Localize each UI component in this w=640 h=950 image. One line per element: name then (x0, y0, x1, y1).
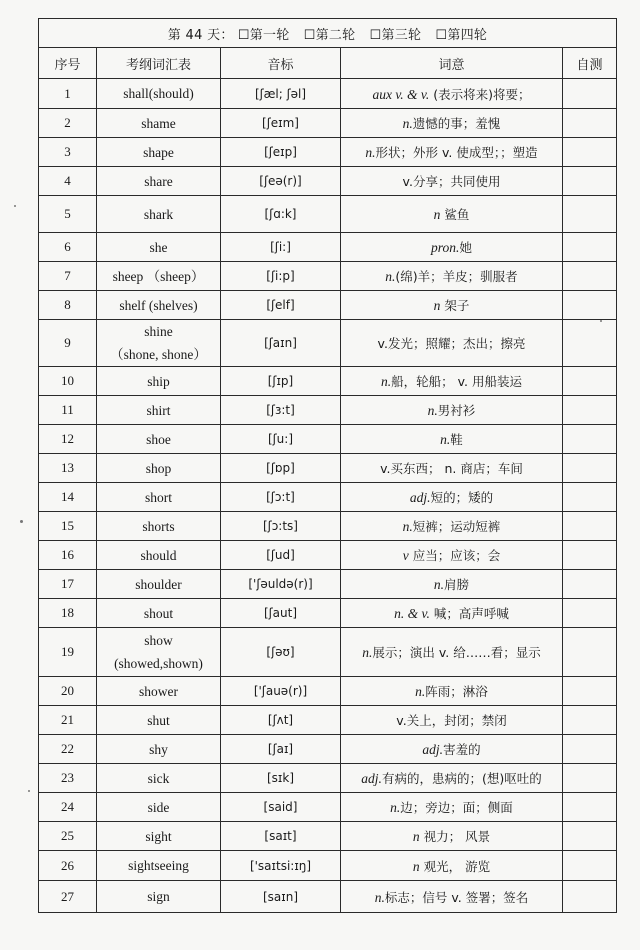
phonetic-cell: [saɪn] (221, 881, 341, 913)
phonetic-cell: [ʃaut] (221, 599, 341, 628)
row-number: 12 (39, 425, 97, 454)
row-number: 23 (39, 764, 97, 793)
self-test-cell[interactable] (563, 367, 617, 396)
self-test-cell[interactable] (563, 677, 617, 706)
phonetic-cell: [ʃɑ:k] (221, 196, 341, 233)
meaning-cell (341, 628, 563, 677)
row-number: 20 (39, 677, 97, 706)
meaning-cell (341, 196, 563, 233)
meaning-cell (341, 425, 563, 454)
meaning-cell (341, 233, 563, 262)
table-row (39, 512, 617, 541)
self-test-cell[interactable] (563, 320, 617, 367)
part-of-speech: n. (415, 684, 426, 699)
meaning-cell (341, 262, 563, 291)
meaning-text: v.关上，封闭；禁闭 (396, 713, 507, 728)
meaning-cell (341, 454, 563, 483)
word-cell (97, 262, 221, 291)
row-number: 26 (39, 851, 97, 881)
word-text: side (147, 799, 170, 815)
meaning-cell (341, 735, 563, 764)
self-test-cell[interactable] (563, 396, 617, 425)
part-of-speech: n (412, 858, 420, 874)
table-row (39, 79, 617, 109)
day-title (39, 19, 617, 48)
word-cell (97, 233, 221, 262)
self-test-cell[interactable] (563, 233, 617, 262)
word-text: shut (147, 712, 170, 728)
header-no: 序号 (39, 48, 97, 79)
word-cell (97, 764, 221, 793)
vocabulary-table (38, 18, 617, 913)
checkbox-icon: ☐ (303, 27, 316, 43)
phonetic-cell: [ʃelf] (221, 291, 341, 320)
meaning-cell (341, 396, 563, 425)
word-text: ship (147, 373, 170, 389)
day-label: 第 44 天： (167, 27, 234, 43)
title-row (39, 19, 617, 48)
table-row (39, 196, 617, 233)
phonetic-cell: [ʃu:] (221, 425, 341, 454)
row-number: 17 (39, 570, 97, 599)
part-of-speech: n. (427, 403, 438, 418)
vocabulary-rows (39, 79, 617, 913)
meaning-cell (341, 570, 563, 599)
meaning-text: 形状；外形 v. 使成型；；塑造 (375, 145, 538, 160)
part-of-speech: aux v. & v. (372, 86, 430, 102)
table-row (39, 320, 617, 367)
meaning-text: 肩膀 (444, 577, 470, 592)
table-row (39, 735, 617, 764)
meaning-cell (341, 881, 563, 913)
meaning-text: 标志；信号 v. 签署；签名 (384, 889, 529, 905)
meaning-cell (341, 138, 563, 167)
meaning-text: 男衬衫 (437, 403, 476, 418)
table-row (39, 483, 617, 512)
row-number: 8 (39, 291, 97, 320)
word-cell (97, 425, 221, 454)
self-test-cell[interactable] (563, 167, 617, 196)
word-cell (97, 881, 221, 913)
meaning-text: 有病的，患病的；(想)呕吐的 (381, 771, 542, 786)
row-number: 16 (39, 541, 97, 570)
table-row (39, 570, 617, 599)
table-row (39, 541, 617, 570)
self-test-cell[interactable] (563, 454, 617, 483)
word-text: shower (139, 683, 178, 699)
word-cell (97, 822, 221, 851)
meaning-cell (341, 599, 563, 628)
phonetic-cell: [ʃi:] (221, 233, 341, 262)
phonetic-cell: [ʃeɪm] (221, 109, 341, 138)
self-test-cell[interactable] (563, 138, 617, 167)
phonetic-cell: [sɪk] (221, 764, 341, 793)
self-test-cell[interactable] (563, 628, 617, 677)
phonetic-cell: [ʃeə(r)] (221, 167, 341, 196)
phonetic-cell: [ʃɜ:t] (221, 396, 341, 425)
round-4-checkbox[interactable] (435, 24, 487, 43)
meaning-text: v.分享；共同使用 (402, 174, 501, 189)
word-text: shop (145, 460, 172, 476)
row-number: 6 (39, 233, 97, 262)
table-row (39, 677, 617, 706)
meaning-cell (341, 320, 563, 367)
meaning-text: 应当；应该；会 (408, 548, 501, 563)
self-test-cell[interactable] (563, 512, 617, 541)
word-cell (97, 851, 221, 881)
phonetic-cell: [ʃaɪn] (221, 320, 341, 367)
row-number: 22 (39, 735, 97, 764)
self-test-cell[interactable] (563, 196, 617, 233)
self-test-cell[interactable] (563, 291, 617, 320)
meaning-text: 她 (459, 240, 472, 255)
row-number: 27 (39, 881, 97, 913)
meaning-cell (341, 109, 563, 138)
self-test-cell[interactable] (563, 541, 617, 570)
table-row (39, 793, 617, 822)
phonetic-cell: [ʃeɪp] (221, 138, 341, 167)
word-text: shape (143, 144, 174, 160)
round-4-label: 第四轮 (447, 27, 488, 43)
part-of-speech: n. (365, 145, 376, 160)
phonetic-cell: [ʃəʊ] (221, 628, 341, 677)
checkbox-icon: ☐ (369, 27, 382, 43)
meaning-text: 观光， 游览 (419, 858, 491, 874)
word-text: shoe (146, 431, 171, 447)
checkbox-icon: ☐ (237, 27, 250, 43)
part-of-speech: n. (402, 519, 413, 534)
word-text: should (140, 547, 177, 563)
row-number: 21 (39, 706, 97, 735)
meaning-text: (表示将来)将要； (429, 86, 531, 102)
self-test-cell[interactable] (563, 793, 617, 822)
table-row (39, 367, 617, 396)
table-row (39, 291, 617, 320)
word-cell (97, 109, 221, 138)
word-text: shoulder (135, 576, 182, 592)
phonetic-cell: [saɪt] (221, 822, 341, 851)
word-text: (showed,shown) (114, 656, 203, 671)
word-text: short (145, 489, 172, 505)
header-self-test: 自测 (563, 48, 617, 79)
phonetic-cell: [ʃɔ:ts] (221, 512, 341, 541)
row-number: 7 (39, 262, 97, 291)
word-cell (97, 454, 221, 483)
table-row (39, 454, 617, 483)
word-text: show (144, 633, 173, 648)
self-test-cell[interactable] (563, 764, 617, 793)
phonetic-cell: [said] (221, 793, 341, 822)
phonetic-cell: ['saɪtsi:ɪŋ] (221, 851, 341, 881)
meaning-text: 视力； 风景 (419, 829, 491, 844)
row-number: 10 (39, 367, 97, 396)
table-row (39, 425, 617, 454)
word-cell (97, 396, 221, 425)
word-cell (97, 167, 221, 196)
phonetic-cell: [ʃud] (221, 541, 341, 570)
self-test-cell[interactable] (563, 109, 617, 138)
word-cell (97, 79, 221, 109)
part-of-speech: n. (433, 577, 445, 592)
meaning-text: 边；旁边；面；侧面 (400, 800, 513, 815)
part-of-speech: n. (362, 645, 373, 660)
header-phonetic: 音标 (221, 48, 341, 79)
part-of-speech: n (433, 207, 441, 222)
meaning-cell (341, 512, 563, 541)
meaning-text: 鞋 (450, 432, 463, 447)
table-row (39, 167, 617, 196)
row-number: 13 (39, 454, 97, 483)
self-test-cell[interactable] (563, 706, 617, 735)
scan-speck (600, 320, 602, 322)
word-text: sheep （sheep） (112, 268, 205, 284)
word-text: shirt (146, 402, 171, 418)
meaning-text: v.发光；照耀；杰出；擦亮 (377, 336, 526, 351)
meaning-text: 遗憾的事；羞愧 (412, 116, 501, 131)
part-of-speech: n (412, 829, 420, 844)
self-test-cell[interactable] (563, 483, 617, 512)
phonetic-cell: [ʃɪp] (221, 367, 341, 396)
meaning-text: (绵)羊；羊皮；驯服者 (395, 269, 518, 284)
word-text: sight (145, 828, 172, 844)
meaning-cell (341, 483, 563, 512)
word-text: sign (147, 889, 170, 904)
table-row (39, 233, 617, 262)
scan-speck (28, 790, 30, 792)
phonetic-cell: ['ʃauə(r)] (221, 677, 341, 706)
part-of-speech: adj. (361, 771, 382, 786)
scan-speck (14, 205, 16, 207)
part-of-speech: v (402, 548, 409, 563)
word-cell (97, 706, 221, 735)
meaning-cell (341, 793, 563, 822)
table-row (39, 881, 617, 913)
word-text: share (144, 173, 173, 189)
meaning-cell (341, 677, 563, 706)
word-text: shark (143, 206, 174, 222)
self-test-cell[interactable] (563, 735, 617, 764)
word-cell (97, 512, 221, 541)
part-of-speech: n. (390, 800, 401, 815)
word-cell (97, 320, 221, 367)
part-of-speech: adj. (409, 490, 431, 505)
word-cell (97, 793, 221, 822)
word-cell (97, 599, 221, 628)
round-3-label: 第三轮 (381, 27, 422, 43)
meaning-text: 喊；高声呼喊 (429, 606, 509, 621)
part-of-speech: n. (385, 269, 396, 284)
meaning-cell (341, 822, 563, 851)
part-of-speech: n. (381, 374, 392, 389)
header-row (39, 48, 617, 79)
meaning-text: 短裤；运动短裤 (412, 519, 501, 534)
self-test-cell[interactable] (563, 851, 617, 881)
phonetic-cell: [ʃɒp] (221, 454, 341, 483)
meaning-cell (341, 367, 563, 396)
meaning-cell (341, 764, 563, 793)
word-cell (97, 570, 221, 599)
word-cell (97, 628, 221, 677)
part-of-speech: n (433, 298, 441, 313)
self-test-cell[interactable] (563, 262, 617, 291)
part-of-speech: n. & v. (394, 606, 430, 621)
round-1-label: 第一轮 (249, 27, 290, 43)
round-2-label: 第二轮 (315, 27, 356, 43)
word-text: shout (143, 605, 174, 621)
meaning-cell (341, 706, 563, 735)
table-row (39, 851, 617, 881)
row-number: 25 (39, 822, 97, 851)
scan-speck (20, 520, 23, 523)
part-of-speech: n. (374, 889, 385, 905)
row-number: 3 (39, 138, 97, 167)
part-of-speech: pron. (431, 240, 460, 255)
row-number: 11 (39, 396, 97, 425)
word-text: sightseeing (128, 858, 189, 873)
table-row (39, 262, 617, 291)
self-test-cell[interactable] (563, 881, 617, 913)
meaning-text: 展示；演出 v. 给……看；显示 (372, 645, 541, 660)
self-test-cell[interactable] (563, 599, 617, 628)
phonetic-cell: [ʃaɪ] (221, 735, 341, 764)
phonetic-cell: ['ʃəuldə(r)] (221, 570, 341, 599)
table-row (39, 822, 617, 851)
word-cell (97, 677, 221, 706)
table-row (39, 599, 617, 628)
table-row (39, 396, 617, 425)
table-row (39, 138, 617, 167)
word-text: shame (141, 115, 176, 131)
row-number: 15 (39, 512, 97, 541)
round-1-checkbox[interactable] (238, 24, 290, 43)
word-cell (97, 196, 221, 233)
word-cell (97, 483, 221, 512)
row-number: 19 (39, 628, 97, 677)
table-row (39, 764, 617, 793)
part-of-speech: adj. (422, 742, 444, 757)
row-number: 4 (39, 167, 97, 196)
word-text: shorts (142, 518, 175, 534)
word-cell (97, 541, 221, 570)
self-test-cell[interactable] (563, 570, 617, 599)
word-cell (97, 291, 221, 320)
checkbox-icon: ☐ (435, 27, 448, 43)
round-2-checkbox[interactable] (304, 24, 356, 43)
row-number: 5 (39, 196, 97, 233)
meaning-text: 短的；矮的 (430, 490, 494, 505)
meaning-text: v.买东西； n. 商店；车间 (380, 461, 523, 476)
table-row (39, 628, 617, 677)
part-of-speech: n. (440, 432, 451, 447)
meaning-text: 船，轮船； v. 用船装运 (391, 374, 522, 389)
meaning-cell (341, 541, 563, 570)
row-number: 2 (39, 109, 97, 138)
header-word: 考纲词汇表 (97, 48, 221, 79)
word-text: shelf (shelves) (119, 297, 198, 313)
meaning-cell (341, 851, 563, 881)
row-number: 24 (39, 793, 97, 822)
word-text: shall(should) (123, 86, 194, 101)
table-row (39, 706, 617, 735)
row-number: 18 (39, 599, 97, 628)
meaning-cell (341, 79, 563, 109)
round-3-checkbox[interactable] (369, 24, 421, 43)
row-number: 1 (39, 79, 97, 109)
meaning-cell (341, 167, 563, 196)
self-test-cell[interactable] (563, 79, 617, 109)
word-text: sick (147, 770, 170, 786)
word-text: （shone, shone） (110, 347, 207, 362)
word-text: shine (144, 324, 173, 339)
meaning-text: 阵雨；淋浴 (425, 684, 488, 699)
phonetic-cell: [ʃæl; ʃəl] (221, 79, 341, 109)
meaning-text: 害羞的 (443, 742, 481, 757)
phonetic-cell: [ʃʌt] (221, 706, 341, 735)
part-of-speech: n. (402, 116, 413, 131)
word-text: she (149, 239, 168, 255)
meaning-text: 鲨鱼 (440, 207, 470, 222)
word-cell (97, 138, 221, 167)
row-number: 14 (39, 483, 97, 512)
header-meaning: 词意 (341, 48, 563, 79)
table-row (39, 109, 617, 138)
self-test-cell[interactable] (563, 425, 617, 454)
phonetic-cell: [ʃɔ:t] (221, 483, 341, 512)
word-cell (97, 735, 221, 764)
word-text: shy (149, 741, 168, 757)
row-number: 9 (39, 320, 97, 367)
word-cell (97, 367, 221, 396)
meaning-text: 架子 (440, 298, 470, 313)
meaning-cell (341, 291, 563, 320)
phonetic-cell: [ʃi:p] (221, 262, 341, 291)
self-test-cell[interactable] (563, 822, 617, 851)
